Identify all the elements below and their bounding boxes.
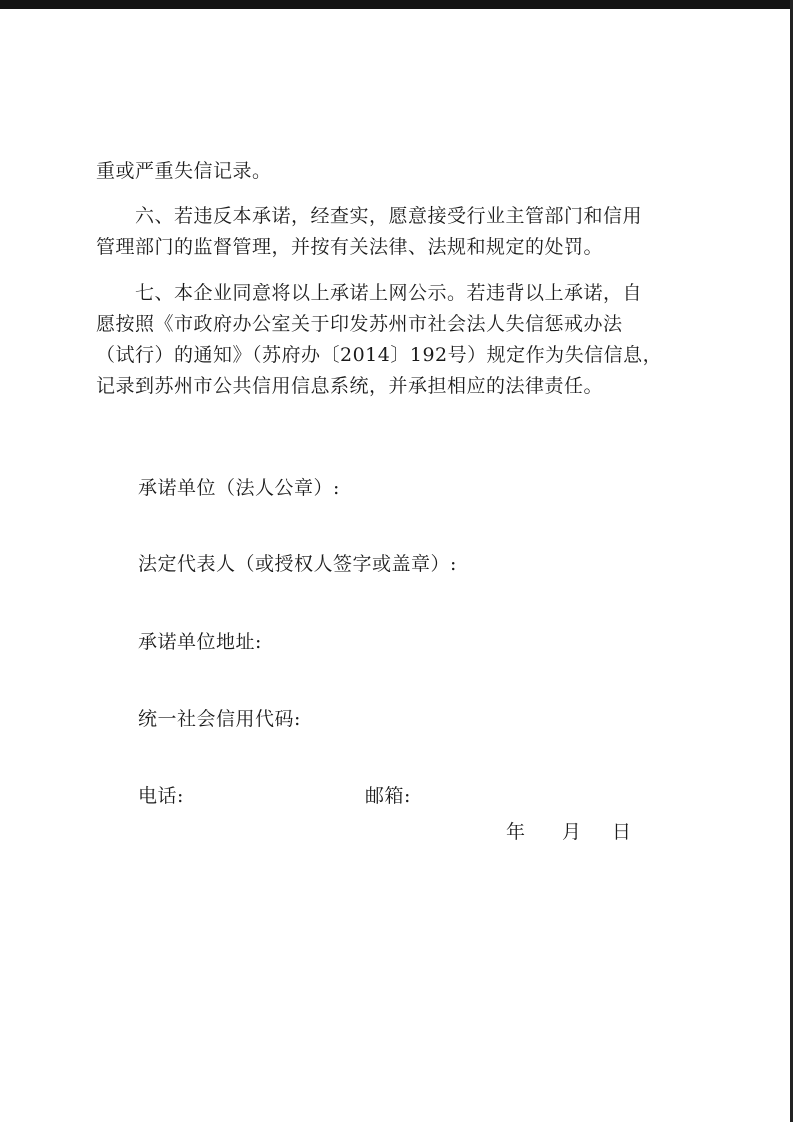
email-label: 邮箱: [365,785,411,807]
credit-code-label: 统一社会信用代码: [138,708,301,730]
paragraph-line: （试行）的通知》（苏府办〔2014〕192号）规定作为失信信息， [96,344,663,366]
phone-label: 电话: [138,785,184,807]
paragraph-item-seven [96,278,696,402]
paragraph-line: 愿按照《市政府办公室关于印发苏州市社会法人失信惩戒办法 [96,313,623,335]
paragraph-line: 七、本企业同意将以上承诺上网公示。若违背以上承诺，自 [96,282,643,304]
paragraph-item-six [96,201,696,263]
date-month-label: 月 [562,821,582,843]
unit-seal-label: 承诺单位（法人公章）: [138,477,340,499]
paragraph-line: 记录到苏州市公共信用信息系统，并承担相应的法律责任。 [96,375,604,397]
paragraph-continuation [96,156,696,187]
date-day-label: 日 [612,821,632,843]
paragraph-line: 六、若违反本承诺，经查实，愿意接受行业主管部门和信用 [96,205,643,227]
legal-rep-label: 法定代表人（或授权人签字或盖章）: [138,553,457,575]
paragraph-line: 重或严重失信记录。 [96,160,272,182]
paragraph-line: 管理部门的监督管理，并按有关法律、法规和规定的处罚。 [96,236,604,258]
unit-address-label: 承诺单位地址: [138,631,262,653]
date-year-label: 年 [506,821,526,843]
